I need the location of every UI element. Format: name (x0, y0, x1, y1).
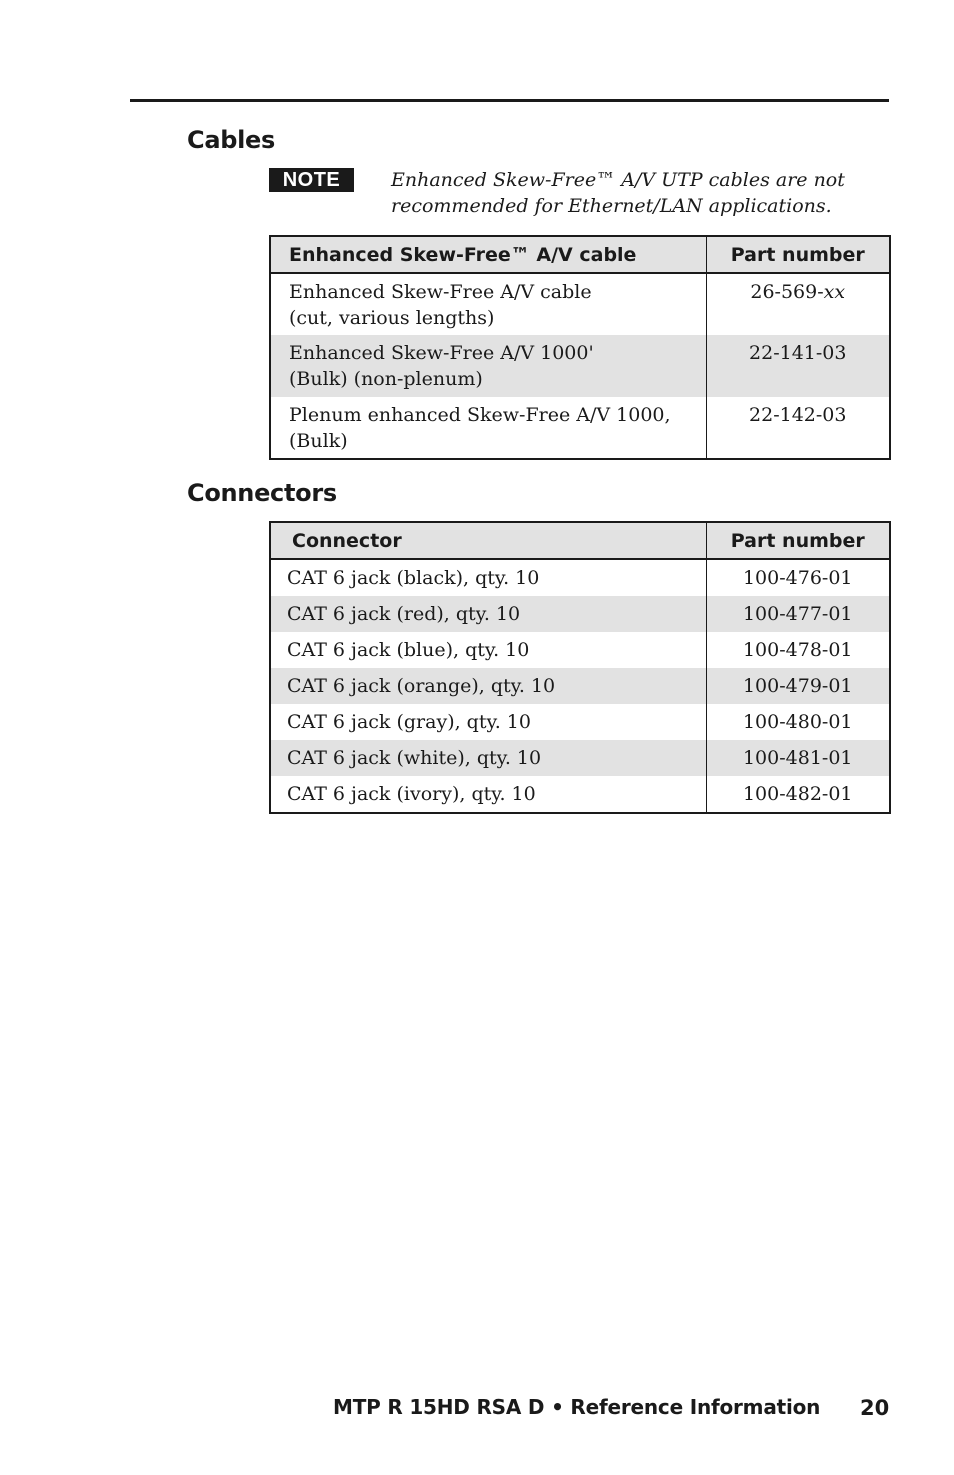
cable-part-number (706, 273, 890, 335)
connector-name: CAT 6 jack (ivory), qty. 10 (287, 783, 536, 805)
cable-description-line: Plenum enhanced Skew-Free A/V 1000, (289, 404, 671, 426)
connector-part-number: 100-476-01 (706, 559, 890, 596)
table-row (270, 397, 890, 459)
section-heading-cables: Cables (187, 126, 275, 154)
cable-description-line: Enhanced Skew-Free A/V cable (289, 281, 592, 303)
part-number-suffix: xx (823, 281, 846, 303)
part-number-prefix: 22-141-03 (749, 342, 847, 364)
page-number: 20 (860, 1396, 890, 1420)
table-row (270, 632, 890, 668)
cable-description-line: (cut, various lengths) (289, 307, 495, 329)
cable-description (270, 335, 706, 397)
table-row (270, 335, 890, 397)
part-number-prefix: 22-142-03 (749, 404, 847, 426)
footer-title: MTP R 15HD RSA D • Reference Information (333, 1395, 821, 1419)
top-rule (130, 99, 889, 102)
table-row (270, 273, 890, 335)
cable-description (270, 273, 706, 335)
note-text (391, 167, 861, 219)
column-header-cable: Enhanced Skew-Free™ A/V cable (270, 236, 706, 273)
column-header-part-number: Part number (706, 236, 890, 273)
connector-part-number: 100-480-01 (706, 704, 890, 740)
connector-name: CAT 6 jack (orange), qty. 10 (270, 668, 706, 704)
connectors-table (269, 521, 891, 814)
cable-description-line: (Bulk) (non-plenum) (289, 368, 483, 390)
column-header-connector: Connector (270, 522, 706, 559)
connector-name: CAT 6 jack (red), qty. 10 (270, 596, 706, 632)
note-line: recommended for Ethernet/LAN applications. (391, 195, 832, 217)
table-row (270, 704, 890, 740)
table-header-row (270, 236, 890, 273)
connector-name: CAT 6 jack (blue), qty. 10 (287, 639, 530, 661)
table-row (270, 776, 890, 813)
connector-part-number: 100-478-01 (706, 632, 890, 668)
table-row (270, 596, 890, 632)
connector-part-number: 100-481-01 (706, 740, 890, 776)
cable-part-number (706, 335, 890, 397)
cable-description (270, 397, 706, 459)
table-row (270, 559, 890, 596)
connector-part-number: 100-477-01 (706, 596, 890, 632)
cable-description-line: (Bulk) (289, 430, 348, 452)
cable-description-line: Enhanced Skew-Free A/V 1000' (289, 342, 594, 364)
note-line: Enhanced Skew-Free™ A/V UTP cables are not (391, 169, 845, 191)
connector-name: CAT 6 jack (black), qty. 10 (287, 567, 540, 589)
table-header-row (270, 522, 890, 559)
table-row (270, 668, 890, 704)
cables-table (269, 235, 891, 460)
connector-name: CAT 6 jack (white), qty. 10 (270, 740, 706, 776)
section-heading-connectors: Connectors (187, 479, 337, 507)
connector-name: CAT 6 jack (gray), qty. 10 (287, 711, 531, 733)
column-header-part-number: Part number (706, 522, 890, 559)
cable-part-number (706, 397, 890, 459)
note-badge: NOTE (269, 168, 354, 192)
part-number-prefix: 26-569- (750, 281, 824, 303)
connector-part-number: 100-479-01 (706, 668, 890, 704)
table-row (270, 740, 890, 776)
connector-part-number: 100-482-01 (706, 776, 890, 813)
